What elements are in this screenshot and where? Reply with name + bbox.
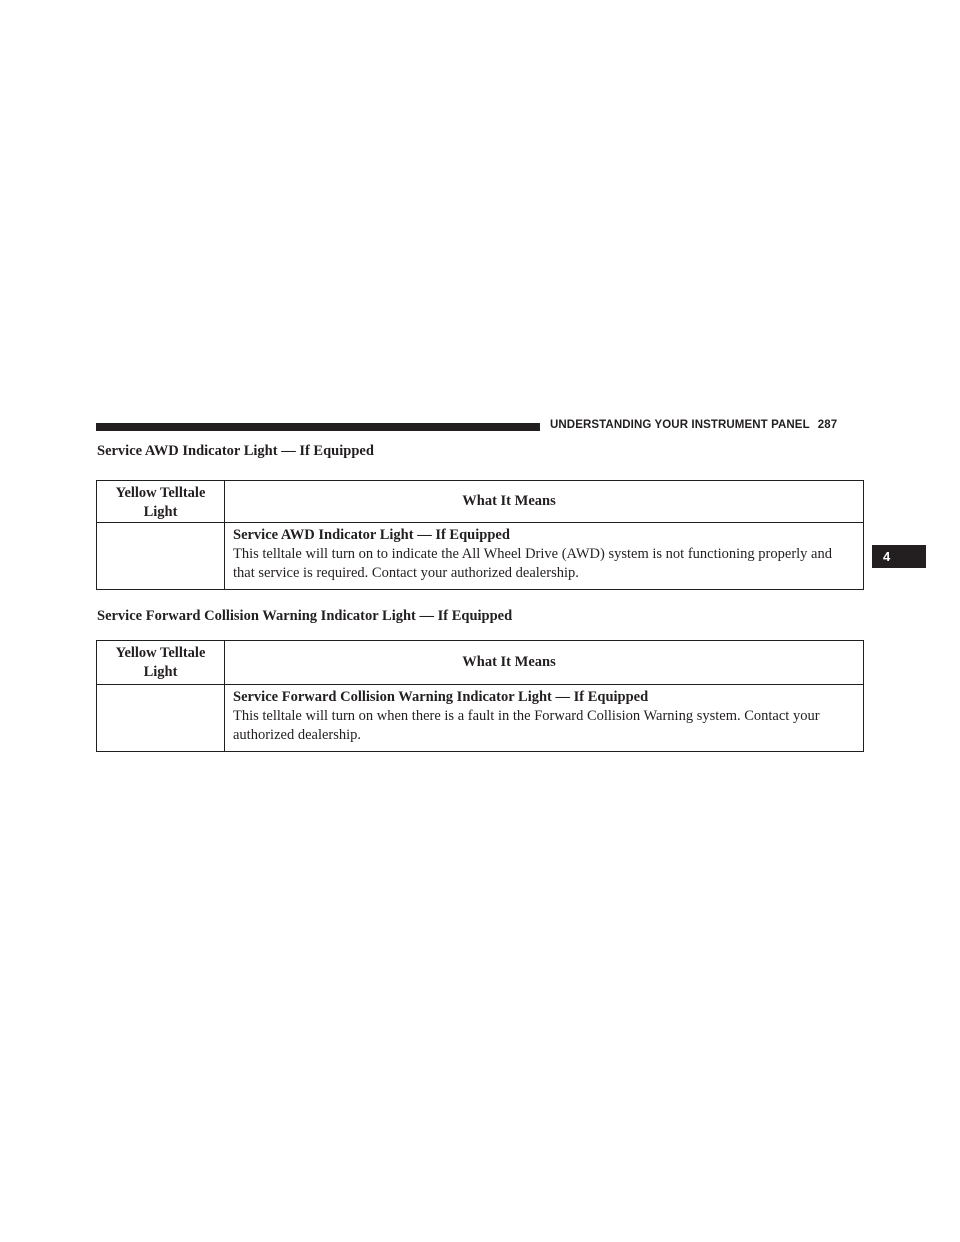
telltale-icon-cell <box>97 685 225 752</box>
column-header-light <box>97 481 225 523</box>
column-header-meaning-label: What It Means <box>462 493 556 509</box>
telltale-icon-cell <box>97 523 225 590</box>
column-header-meaning <box>225 641 864 685</box>
table-row <box>97 523 864 590</box>
item-title: Service AWD Indicator Light — If Equipped <box>233 527 510 543</box>
table-row <box>97 685 864 752</box>
table-header-row <box>97 641 864 685</box>
column-header-meaning-label: What It Means <box>462 654 556 670</box>
column-header-light-label: Yellow Telltale Light <box>115 645 206 680</box>
meaning-cell <box>225 685 864 752</box>
column-header-light <box>97 641 225 685</box>
running-title: UNDERSTANDING YOUR INSTRUMENT PANEL <box>550 419 810 431</box>
header-rule <box>96 423 540 431</box>
telltale-table-awd <box>96 480 864 590</box>
item-title: Service Forward Collision Warning Indicator Light — If Equipped <box>233 689 649 705</box>
item-description: This telltale will turn on when there is a fault in the Forward Collision Warning system. Contact your authorized dealership. <box>233 708 820 743</box>
meaning-cell <box>225 523 864 590</box>
column-header-light-label: Yellow Telltale Light <box>115 485 206 520</box>
page-number: 287 <box>817 419 838 431</box>
table-header-row <box>97 481 864 523</box>
column-header-meaning <box>225 481 864 523</box>
chapter-tab: 4 <box>872 545 926 568</box>
section-title-fcw: Service Forward Collision Warning Indicator Light — If Equipped <box>97 608 513 624</box>
section-title-awd: Service AWD Indicator Light — If Equipped <box>97 443 374 459</box>
running-header <box>550 419 837 431</box>
telltale-table-fcw <box>96 640 864 752</box>
item-description: This telltale will turn on to indicate the All Wheel Drive (AWD) system is not functioning properly and that service is required. Contact your authorized dealership. <box>233 546 832 581</box>
